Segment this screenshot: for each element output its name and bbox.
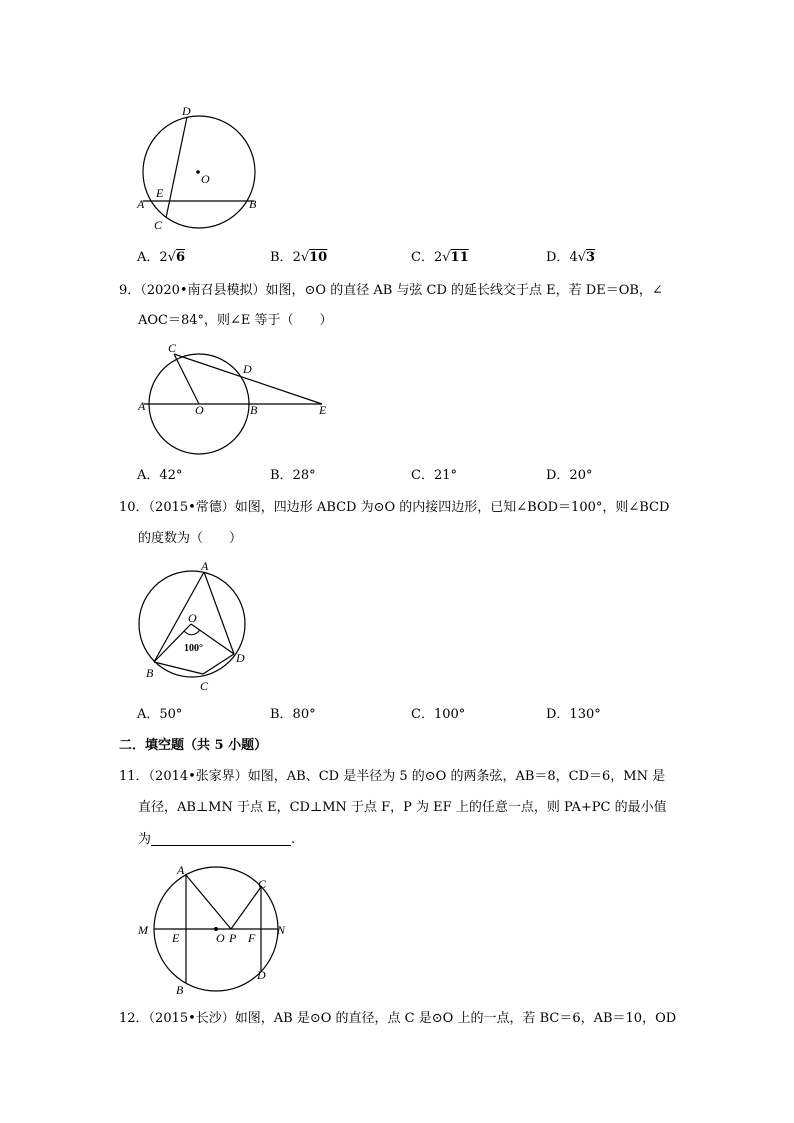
q8-option-c: C．2√11 [411,250,469,265]
q10-label-c: C [200,679,209,693]
q8-option-b: B．2√10 [270,250,328,265]
q10-line-2: 的度数为（ ） [138,531,243,546]
q10-option-c: C．100° [411,707,466,722]
q8-figure [130,100,270,235]
q8-label-d: D [182,104,191,118]
q11-label-a: A [177,863,185,877]
q10-line-1: 10．（2015•常德）如图，四边形 ABCD 为⊙O 的内接四边形，已知∠BOD＝100°，则∠BCD [119,500,670,515]
q12-line-1: 12．（2015•长沙）如图，AB 是⊙O 的直径，点 C 是⊙O 上的一点，若 BC＝6，AB＝10，OD [119,1011,677,1026]
q9-label-o: O [195,403,204,417]
q11-label-e: E [172,931,180,945]
q11-label-b: B [176,983,184,997]
q10-option-b: B．80° [270,707,316,722]
q10-label-b: B [146,666,154,680]
q9-option-a: A．42° [137,468,183,483]
q11-label-m: M [138,923,148,937]
q9-label-e: E [319,403,327,417]
q8-option-d: D．4√3 [546,250,596,265]
q10-label-a: A [201,559,209,573]
q10-option-a: A．50° [137,707,183,722]
q10-figure [130,556,260,696]
q11-figure [130,858,295,998]
q8-label-o: O [201,172,210,186]
q9-label-c: C [168,341,177,355]
q10-label-o: O [188,611,197,625]
q11-line-1: 11．（2014•张家界）如图，AB、CD 是半径为 5 的⊙O 的两条弦，AB＝8，CD＝6，MN 是 [119,769,666,784]
q11-label-n: N [277,923,286,937]
q8-label-b: B [249,197,257,211]
q11-label-d: D [257,968,266,982]
q9-option-c: C．21° [411,468,457,483]
section-fill-in-title: 二．填空题（共 5 小题） [119,738,268,753]
q9-option-d: D．20° [546,468,593,483]
q8-label-a: A [137,197,145,211]
q9-label-a: A [138,399,146,413]
q11-label-p: P [229,931,237,945]
q11-answer-blank[interactable] [151,831,291,846]
q8-option-a: A．2√6 [137,250,186,265]
q11-label-c: C [258,877,267,891]
q11-label-o: O [216,931,225,945]
q11-line-2: 直径，AB⊥MN 于点 E，CD⊥MN 于点 F，P 为 EF 上的任意一点，则 PA+PC 的最小值 [138,800,667,815]
q9-line-2: AOC＝84°，则∠E 等于（ ） [138,313,333,328]
q11-label-f: F [248,931,256,945]
q10-label-d: D [236,651,245,665]
q8-label-c: C [154,218,163,232]
q9-option-b: B．28° [270,468,316,483]
q9-figure [130,338,340,458]
q11-line-3: 为 . [138,832,296,847]
q9-label-b: B [250,403,258,417]
q10-angle-label: 100° [184,643,203,654]
q9-line-1: 9．（2020•南召县模拟）如图，⊙O 的直径 AB 与弦 CD 的延长线交于点 E，若 DE＝OB，∠ [119,283,663,298]
q9-label-d: D [243,362,252,376]
q10-option-d: D．130° [546,707,601,722]
q8-label-e: E [156,186,164,200]
